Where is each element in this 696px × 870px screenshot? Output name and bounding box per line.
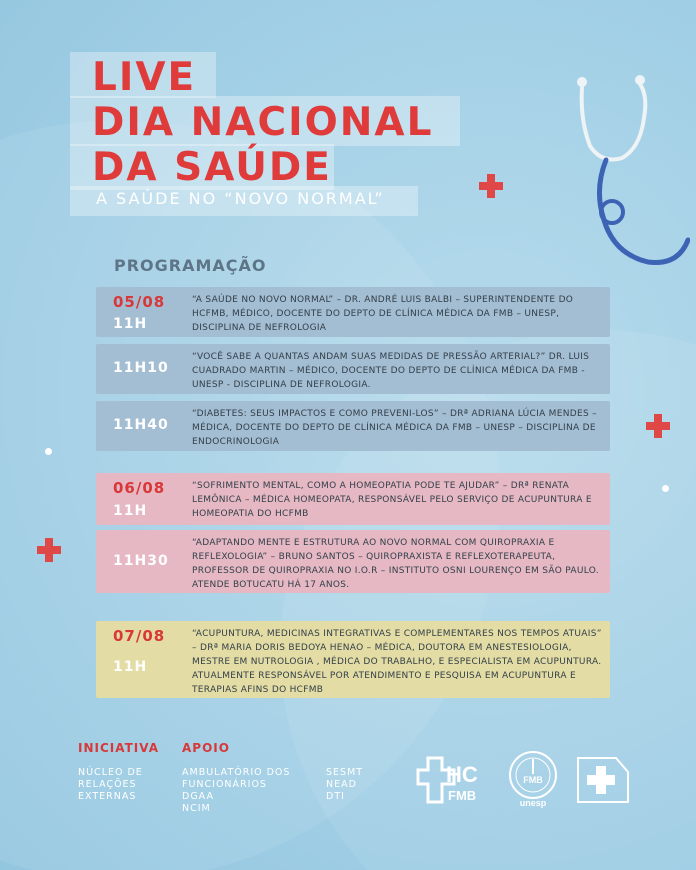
apoio-column-2 xyxy=(326,767,363,803)
program-row xyxy=(96,344,610,394)
row-date: 05/08 xyxy=(113,293,166,311)
subtitle: A SAÚDE NO “NOVO NORMAL” xyxy=(96,189,385,208)
stethoscope-icon xyxy=(560,60,690,280)
row-time: 11H30 xyxy=(113,553,169,569)
apoio-line: DGAA xyxy=(182,791,214,802)
row-time: 11H40 xyxy=(113,417,169,433)
famesp-logo xyxy=(572,752,634,808)
hc-fmb-logo xyxy=(416,756,484,804)
program-row xyxy=(96,287,610,337)
row-description: “A SAÚDE NO NOVO NORMAL” – DR. ANDRÉ LUIS BALBI – SUPERINTENDENTE DO HCFMB, MÉDICO, DOCENTE DO DEPTO DE CLÍNICA MÉDICA DA FMB – UNESP, DISCIPLINA DE NEFROLOGIA xyxy=(192,295,574,333)
apoio-line: DTI xyxy=(326,791,345,802)
program-row xyxy=(96,530,610,593)
row-description: “VOCÊ SABE A QUANTAS ANDAM SUAS MEDIDAS DE PRESSÃO ARTERIAL?” DR. LUIS CUADRADO MARTIN – MÉDICO, DOCENTE DO DEPTO DE CLÍNICA MÉDICA DA FMB - UNESP - DISCIPLINA DE NEFROLOGIA. xyxy=(192,352,590,390)
title-line-2: DIA NACIONAL xyxy=(92,100,434,145)
row-date: 06/08 xyxy=(113,479,166,497)
iniciativa-line: EXTERNAS xyxy=(78,791,137,802)
apoio-line: AMBULATÓRIO DOS xyxy=(182,767,291,778)
apoio-line: NEAD xyxy=(326,779,357,790)
apoio-line: SESMT xyxy=(326,767,364,778)
apoio-heading: APOIO xyxy=(182,741,230,755)
plus-cross-icon xyxy=(36,537,62,563)
iniciativa-heading: INICIATIVA xyxy=(78,741,160,755)
plus-cross-icon xyxy=(478,173,504,199)
row-time: 11H xyxy=(113,659,148,675)
row-date: 07/08 xyxy=(113,627,166,645)
program-row xyxy=(96,621,610,698)
title-line-3: DA SAÚDE xyxy=(92,145,332,190)
row-description: “SOFRIMENTO MENTAL, COMO A HOMEOPATIA PODE TE AJUDAR” – DRª RENATA LEMÔNICA – MÉDICA HOMEOPATA, RESPONSÁVEL PELO SERVIÇO DE ACUPUNTURA E HOMEOPATIA DO HCFMB xyxy=(192,481,592,519)
row-description: “ACUPUNTURA, MEDICINAS INTEGRATIVAS E COMPLEMENTARES NOS TEMPOS ATUAIS” – DRª MARIA DORIS BEDOYA HENAO – MÉDICA, DOUTORA EM ANESTESIOLOGIA, MESTRE EM NUTROLOGIA , MÉDICA DO TRABALHO, E ESPECIALISTA EM ACUPUNTURA. ATUALMENTE RESPONSÁVEL POR ATENDIMENTO E PESQUISA EM ACUPUNTURA E TERAPIAS AFINS DO HCFMB xyxy=(192,629,602,695)
hc-logo-subtext: FMB xyxy=(448,788,477,803)
apoio-line: FUNCIONÁRIOS xyxy=(182,779,267,790)
hc-logo-text: HC xyxy=(446,762,478,787)
program-heading: PROGRAMAÇÃO xyxy=(114,256,267,275)
decorative-dot xyxy=(662,485,669,492)
program-row xyxy=(96,473,610,525)
row-description: “ADAPTANDO MENTE E ESTRUTURA AO NOVO NORMAL COM QUIROPRAXIA E REFLEXOLOGIA” – BRUNO SANTOS – QUIROPRAXISTA E REFLEXOTERAPEUTA, PROFESSOR DE QUIROPRAXIA NO I.O.R – INSTITUTO OSNI LOURENÇO EM SÃO PAULO. ATENDE BOTUCATU HÁ 17 ANOS. xyxy=(192,538,599,590)
iniciativa-text xyxy=(78,767,143,803)
iniciativa-line: NÚCLEO DE xyxy=(78,767,143,778)
fmb-unesp-seal xyxy=(506,750,560,808)
fmb-seal-text: FMB xyxy=(523,775,543,785)
apoio-line: NCIM xyxy=(182,803,211,814)
plus-cross-icon xyxy=(645,413,671,439)
program-row xyxy=(96,401,610,451)
title-line-1: LIVE xyxy=(92,55,197,100)
row-time: 11H xyxy=(113,316,148,332)
row-time: 11H xyxy=(113,503,148,519)
unesp-text: unesp xyxy=(519,798,547,808)
row-time: 11H10 xyxy=(113,360,169,376)
apoio-column-1 xyxy=(182,767,290,815)
row-description: “DIABETES: SEUS IMPACTOS E COMO PREVENI-LOS” – DRª ADRIANA LÚCIA MENDES – MÉDICA, DOCENTE DO DEPTO DE CLÍNICA MÉDICA DA FMB – UNESP – DISCIPLINA DE ENDOCRINOLOGIA xyxy=(192,409,597,447)
iniciativa-line: RELAÇÕES xyxy=(78,779,137,790)
decorative-dot xyxy=(45,448,52,455)
